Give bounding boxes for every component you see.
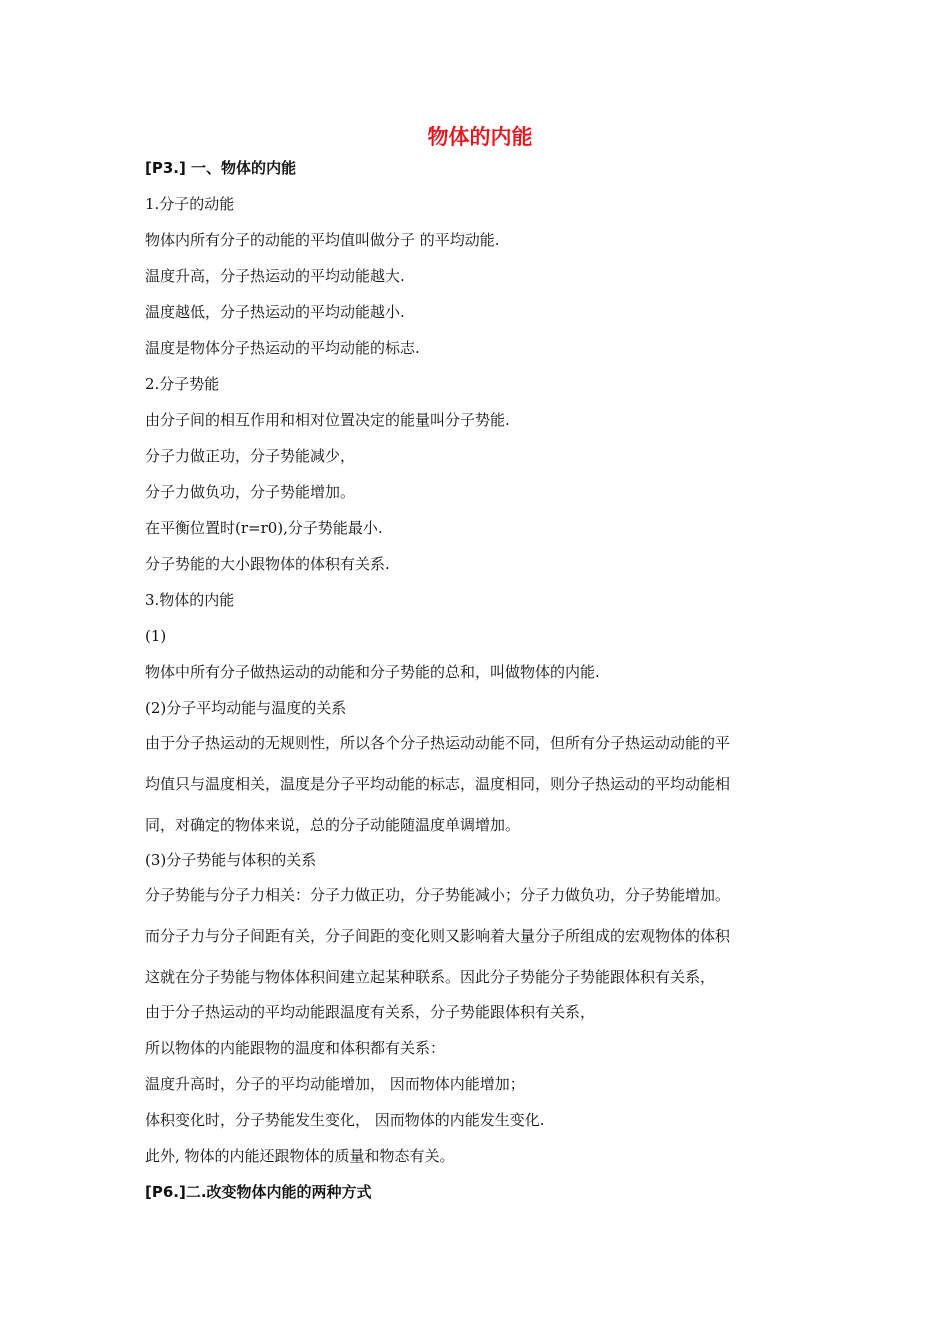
- document-body: [145, 156, 815, 720]
- paragraph-kinetic-energy-temperature: [145, 731, 815, 837]
- document-title: 物体的内能: [427, 125, 533, 149]
- text-line: 所以物体的内能跟物的温度和体积都有关系：: [145, 1039, 446, 1057]
- text-line: 在平衡位置时(r=r0),分子势能最小.: [145, 519, 383, 537]
- text-line: 温度越低，分子热运动的平均动能越小.: [145, 303, 405, 321]
- section-heading: [P3.] 一、物体的内能: [145, 159, 297, 177]
- paragraph-line: 均值只与温度相关，温度是分子平均动能的标志，温度相同，则分子热运动的平均动能相: [145, 775, 731, 793]
- paragraph-line: 这就在分子势能与物体体积间建立起某种联系。因此分子势能分子势能跟体积有关系，: [145, 968, 716, 986]
- text-line: 温度升高时，分子的平均动能增加， 因而物体内能增加；: [145, 1075, 525, 1093]
- text-line: 此外, 物体的内能还跟物体的质量和物态有关。: [145, 1147, 455, 1165]
- document-page: [145, 118, 815, 1204]
- subheading-potential-energy-volume: (3)分子势能与体积的关系: [145, 851, 317, 869]
- text-line: 由于分子热运动的平均动能跟温度有关系，分子势能跟体积有关系，: [145, 1003, 596, 1021]
- text-line: 分子势能的大小跟物体的体积有关系.: [145, 555, 390, 573]
- paragraph-potential-energy-volume: [145, 883, 815, 989]
- text-line: 1.分子的动能: [145, 195, 235, 213]
- paragraph-line: 由于分子热运动的无规则性，所以各个分子热运动动能不同，但所有分子热运动动能的平: [145, 734, 731, 752]
- text-line: 体积变化时，分子势能发生变化， 因而物体的内能发生变化.: [145, 1111, 545, 1129]
- paragraph-line: 而分子力与分子间距有关，分子间距的变化则又影响着大量分子所组成的宏观物体的体积: [145, 927, 731, 945]
- text-line: 温度升高，分子热运动的平均动能越大.: [145, 267, 405, 285]
- text-line: 物体中所有分子做热运动的动能和分子势能的总和，叫做物体的内能.: [145, 663, 600, 681]
- text-line: (1): [145, 627, 167, 645]
- text-line: 2.分子势能: [145, 375, 220, 393]
- paragraph-line: 分子势能与分子力相关：分子力做正功，分子势能减小；分子力做负功，分子势能增加。: [145, 886, 731, 904]
- text-line: 分子力做正功，分子势能减少，: [145, 447, 356, 465]
- paragraph-line: 同，对确定的物体来说，总的分子动能随温度单调增加。: [145, 816, 521, 834]
- text-line: 由分子间的相互作用和相对位置决定的能量叫分子势能.: [145, 411, 510, 429]
- text-line: (2)分子平均动能与温度的关系: [145, 699, 347, 717]
- text-line: 物体内所有分子的动能的平均值叫做分子 的平均动能.: [145, 231, 500, 249]
- text-line: 分子力做负功，分子势能增加。: [145, 483, 356, 501]
- section-heading-change-internal-energy: [P6.]二.改变物体内能的两种方式: [145, 1183, 372, 1201]
- text-line: 温度是物体分子热运动的平均动能的标志.: [145, 339, 420, 357]
- text-line: 3.物体的内能: [145, 591, 235, 609]
